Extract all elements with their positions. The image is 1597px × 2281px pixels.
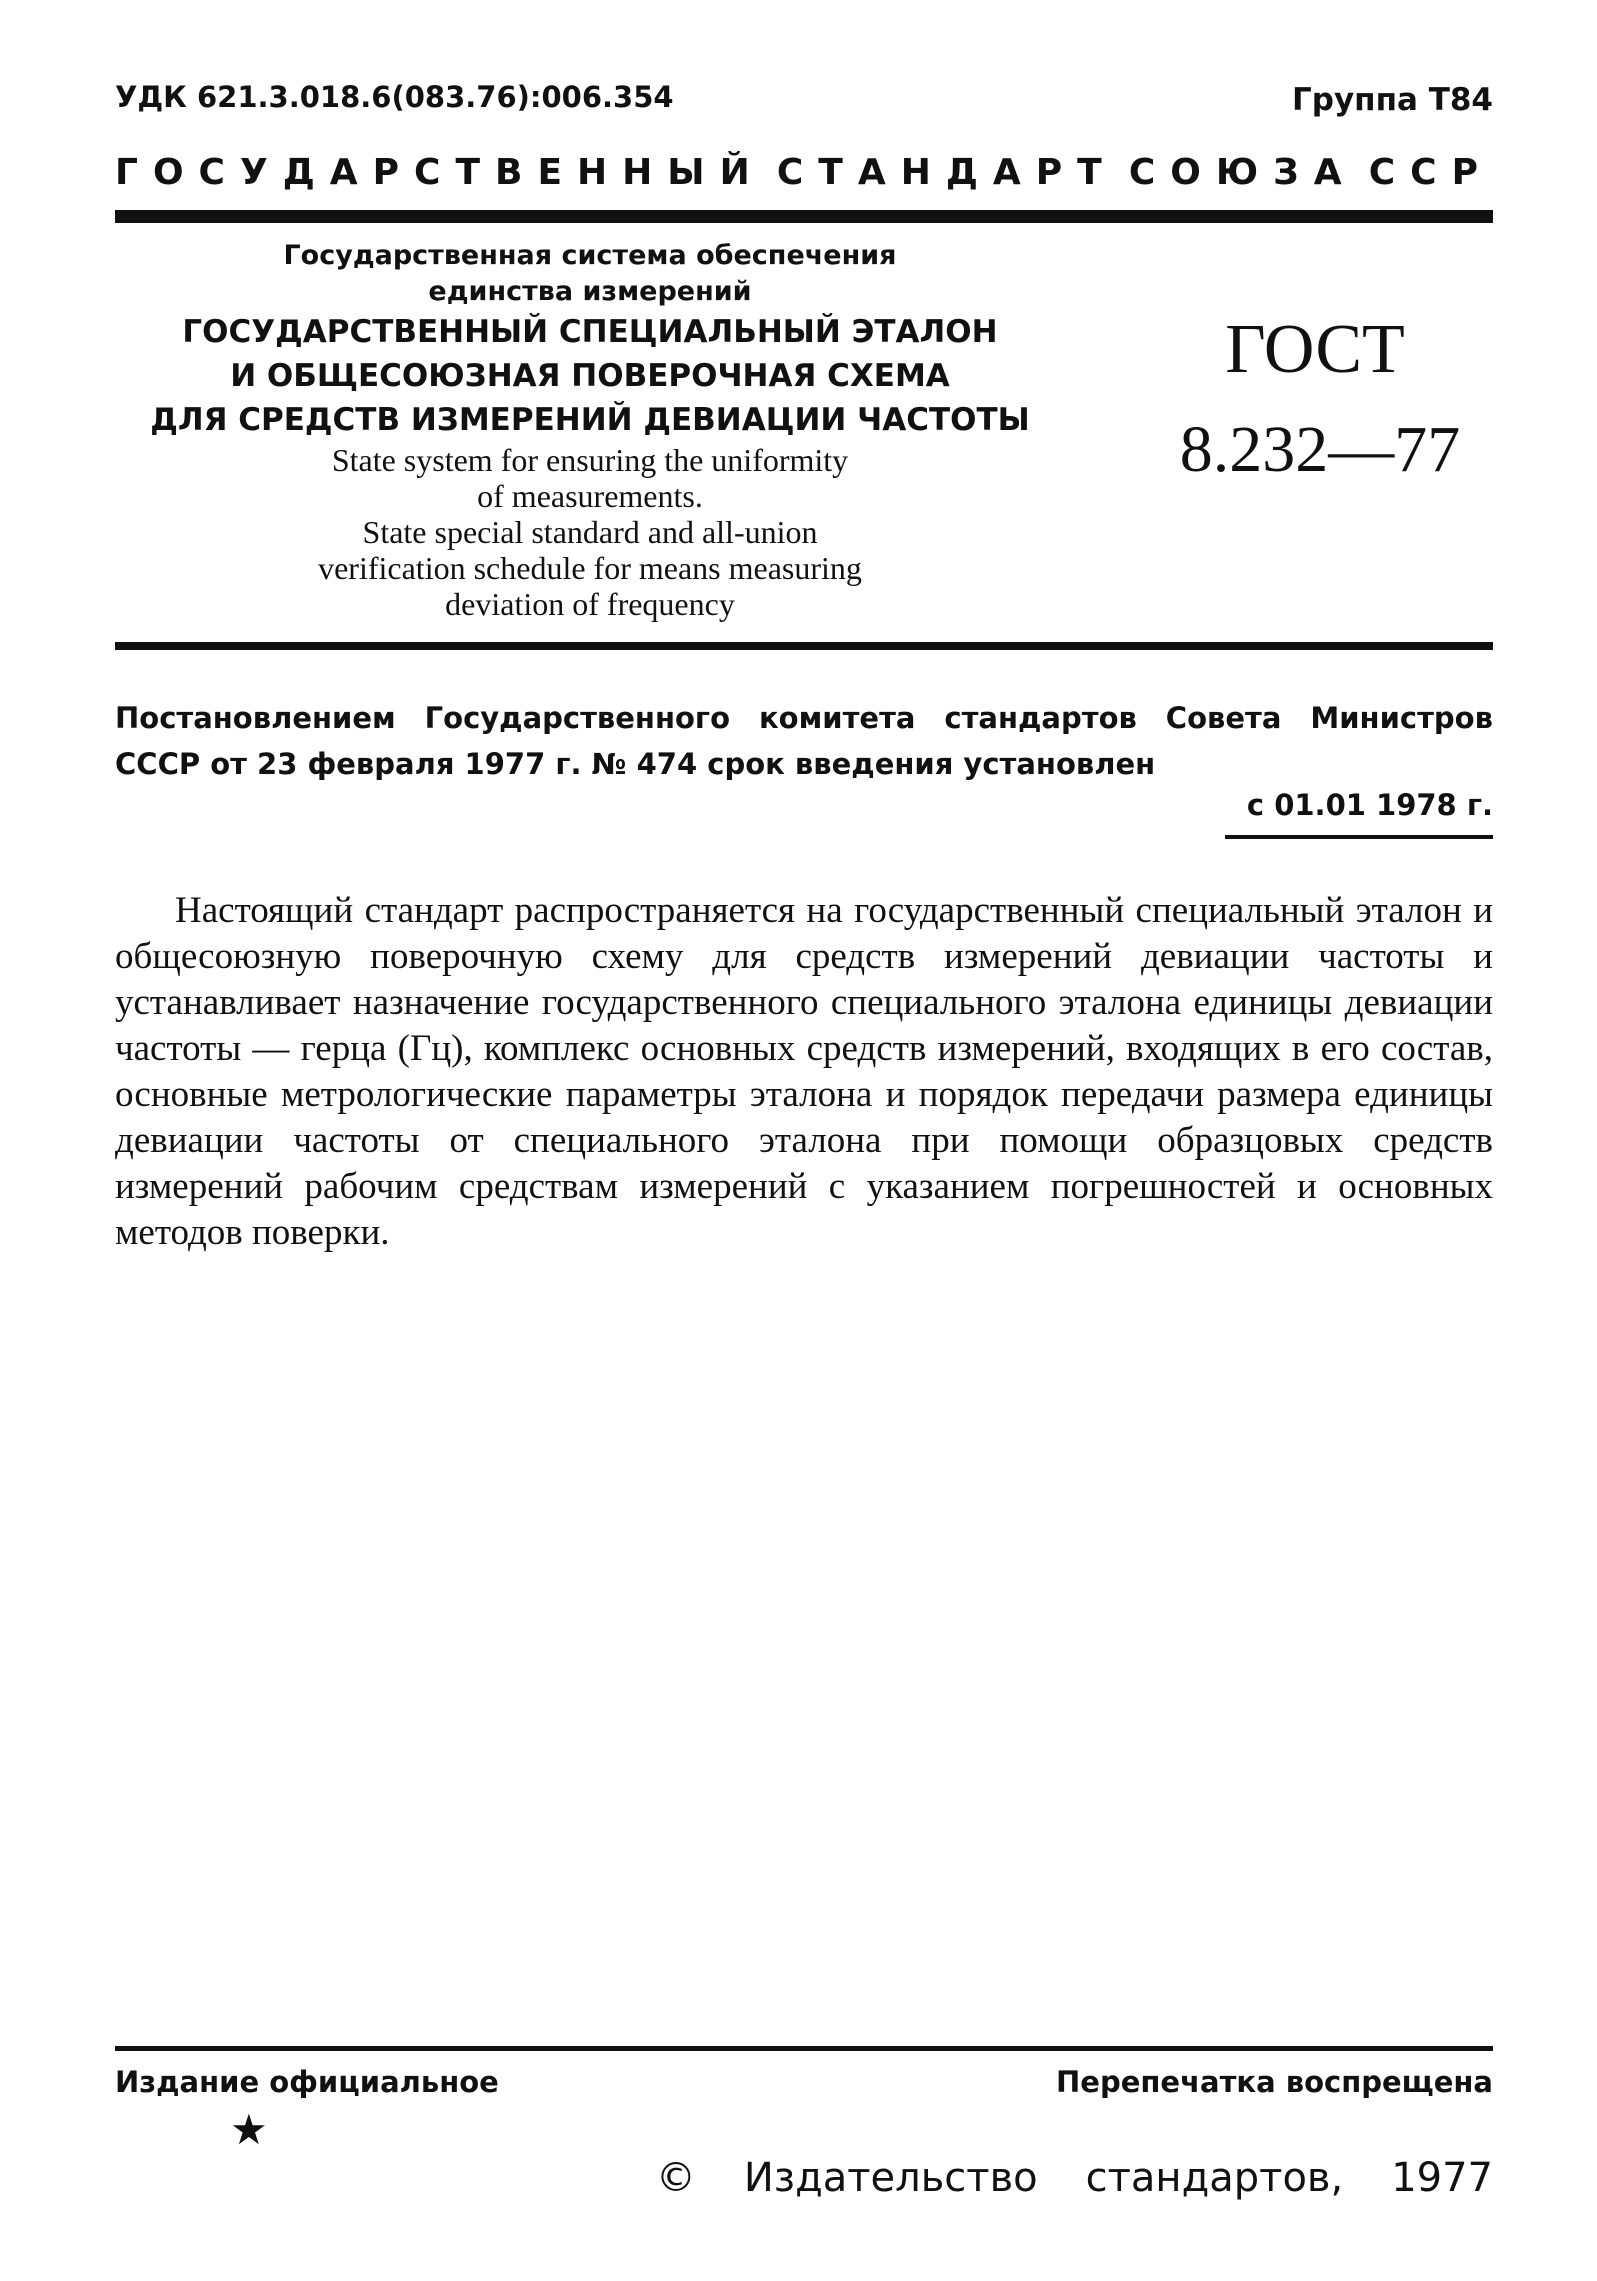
edition-label: Издание официальное — [115, 2065, 499, 2099]
decree-word: комитета — [758, 701, 916, 735]
publisher-word: 1977 — [1391, 2155, 1493, 2201]
footer-divider — [115, 2046, 1493, 2051]
decree-text — [115, 695, 1493, 787]
title-system-line: единства измерений — [428, 276, 752, 307]
group-code: Группа Т84 — [1292, 82, 1493, 118]
publisher-word: стандартов, — [1085, 2155, 1344, 2201]
title-english-line: State special standard and all-union — [362, 514, 818, 550]
date-underline — [1225, 835, 1493, 839]
decree-line: СССР от 23 февраля 1977 г. № 474 срок введения установлен — [115, 747, 1156, 781]
decree-word: стандартов — [944, 701, 1137, 735]
decree-word: Совета — [1165, 701, 1282, 735]
heading-word: ССР — [1368, 152, 1493, 193]
title-english-line: verification schedule for means measuring — [318, 550, 862, 586]
title-main-line: И ОБЩЕСОЮЗНАЯ ПОВЕРОЧНАЯ СХЕМА — [230, 358, 950, 394]
heading-word: ГОСУДАРСТВЕННЫЙ — [115, 152, 765, 193]
title-english-line: deviation of frequency — [445, 586, 735, 622]
title-divider — [115, 642, 1493, 650]
effective-date: с 01.01 1978 г. — [1246, 788, 1493, 822]
udk-code: УДК 621.3.018.6(083.76):006.354 — [115, 80, 674, 114]
top-divider — [115, 210, 1493, 223]
title-english-line: State system for ensuring the uniformity — [331, 442, 849, 478]
heading-word: СОЮЗА — [1128, 152, 1357, 193]
copyright-icon: © — [655, 2155, 696, 2201]
decree-word: Постановлением — [115, 701, 396, 735]
title-main-line: ГОСУДАРСТВЕННЫЙ СПЕЦИАЛЬНЫЙ ЭТАЛОН — [182, 314, 998, 350]
title-system-line: Государственная система обеспечения — [283, 240, 897, 271]
gost-number: 8.232—77 — [1179, 413, 1461, 486]
reprint-notice: Перепечатка воспрещена — [1056, 2065, 1493, 2099]
title-english-line: of measurements. — [477, 478, 703, 514]
heading-word: СТАНДАРТ — [776, 152, 1117, 193]
star-icon: ★ — [230, 2105, 268, 2154]
gost-label: ГОСТ — [1225, 311, 1405, 388]
title-main-line: ДЛЯ СРЕДСТВ ИЗМЕРЕНИЙ ДЕВИАЦИИ ЧАСТОТЫ — [150, 402, 1030, 438]
state-standard-heading — [115, 152, 1493, 193]
decree-word: Государственного — [424, 701, 731, 735]
body-paragraph: Настоящий стандарт распространяется на государственный специальный эталон и общесоюзную поверочную схему для средств измерений девиации частоты и устанавливает назначение государственного специального эталона единицы девиации частоты — герца (Гц), комплекс основных средств измерений, входящих в его состав, основные метрологические параметры эталона и порядок передачи размера единицы девиации частоты от специального эталона при помощи образцовых средств измерений рабочим средствам измерений с указанием погрешностей и основных методов поверки. — [115, 890, 1493, 1253]
publisher-word: Издательство — [743, 2155, 1038, 2201]
publisher-line — [656, 2155, 1493, 2201]
title-block — [150, 238, 1030, 622]
decree-line — [115, 695, 1493, 741]
decree-word: Министров — [1310, 701, 1493, 735]
